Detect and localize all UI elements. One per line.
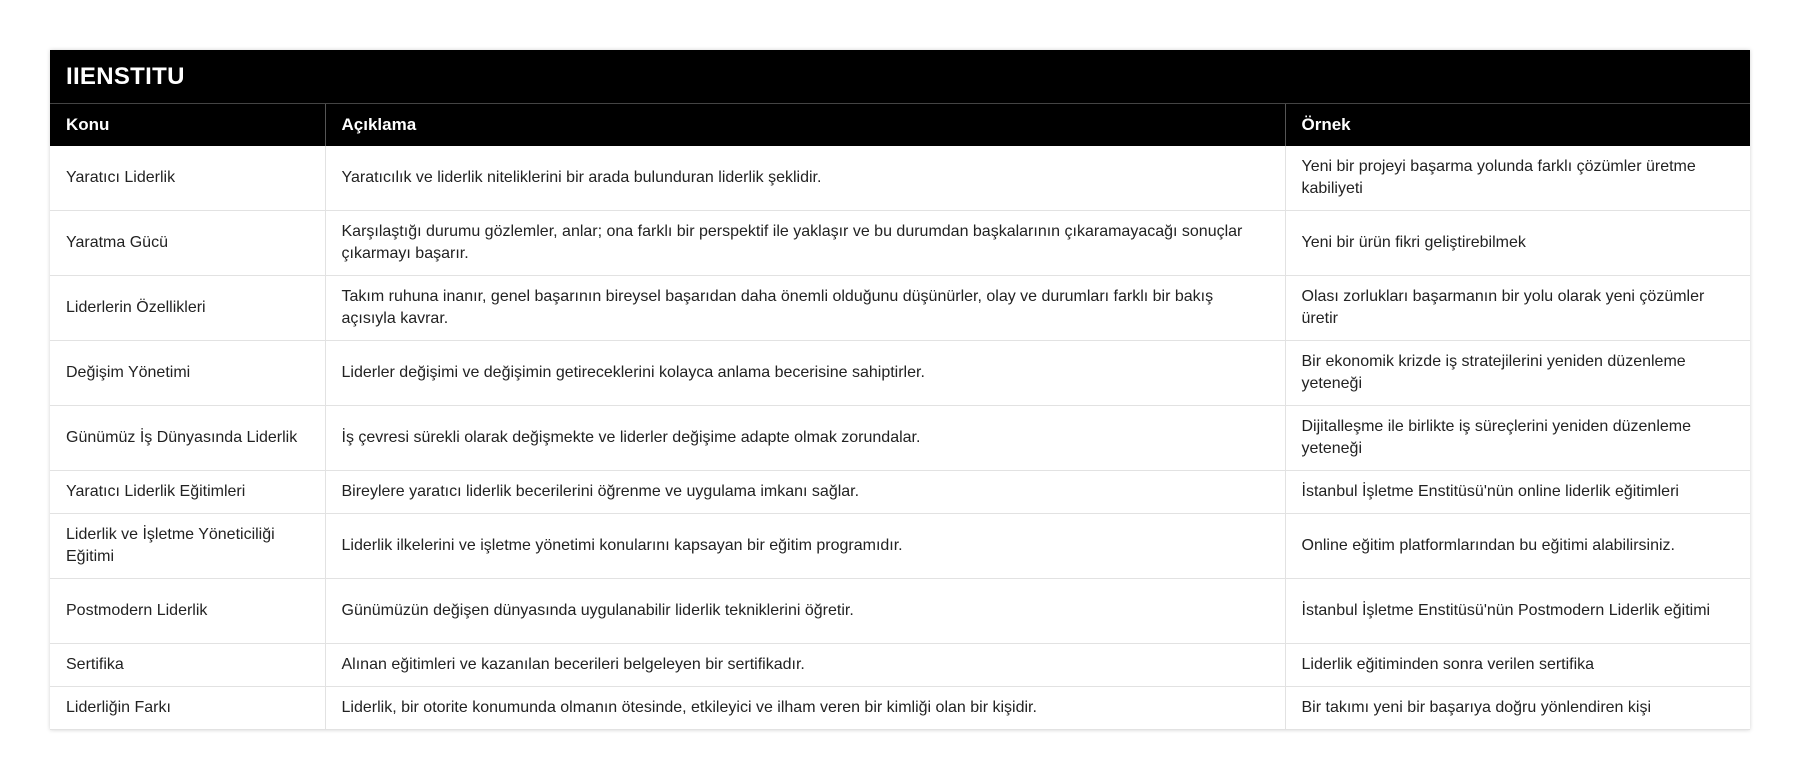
table-header-row: [50, 104, 1750, 147]
cell-example: İstanbul İşletme Enstitüsü'nün online liderlik eğitimleri: [1285, 471, 1750, 514]
column-header-example: Örnek: [1285, 104, 1750, 147]
table-row: [50, 211, 1750, 276]
cell-description: Alınan eğitimleri ve kazanılan becerileri belgeleyen bir sertifikadır.: [325, 644, 1285, 687]
cell-example: Liderlik eğitiminden sonra verilen sertifika: [1285, 644, 1750, 687]
cell-topic: Yaratıcı Liderlik: [50, 146, 325, 211]
column-header-description: Açıklama: [325, 104, 1285, 147]
cell-description: Takım ruhuna inanır, genel başarının bireysel başarıdan daha önemli olduğunu düşünürler, olay ve durumları farklı bir bakış açısıyla kavrar.: [325, 276, 1285, 341]
cell-description: Liderler değişimi ve değişimin getireceklerini kolayca anlama becerisine sahiptirler.: [325, 341, 1285, 406]
leadership-table: [50, 50, 1750, 730]
table-brand-title: IIENSTITU: [50, 50, 1750, 104]
table-row: [50, 146, 1750, 211]
cell-description: Günümüzün değişen dünyasında uygulanabilir liderlik tekniklerini öğretir.: [325, 579, 1285, 644]
table-container: [50, 50, 1750, 730]
cell-description: Liderlik ilkelerini ve işletme yönetimi konularını kapsayan bir eğitim programıdır.: [325, 514, 1285, 579]
cell-example: Bir takımı yeni bir başarıya doğru yönlendiren kişi: [1285, 687, 1750, 730]
cell-example: Yeni bir projeyi başarma yolunda farklı çözümler üretme kabiliyeti: [1285, 146, 1750, 211]
cell-description: Liderlik, bir otorite konumunda olmanın ötesinde, etkileyici ve ilham veren bir kimliği olan bir kişidir.: [325, 687, 1285, 730]
cell-topic: Yaratma Gücü: [50, 211, 325, 276]
cell-example: Bir ekonomik krizde iş stratejilerini yeniden düzenleme yeteneği: [1285, 341, 1750, 406]
cell-topic: Postmodern Liderlik: [50, 579, 325, 644]
cell-description: Bireylere yaratıcı liderlik becerilerini öğrenme ve uygulama imkanı sağlar.: [325, 471, 1285, 514]
cell-topic: Yaratıcı Liderlik Eğitimleri: [50, 471, 325, 514]
cell-example: İstanbul İşletme Enstitüsü'nün Postmodern Liderlik eğitimi: [1285, 579, 1750, 644]
cell-example: Online eğitim platformlarından bu eğitimi alabilirsiniz.: [1285, 514, 1750, 579]
table-row: [50, 687, 1750, 730]
cell-example: Dijitalleşme ile birlikte iş süreçlerini yeniden düzenleme yeteneği: [1285, 406, 1750, 471]
cell-topic: Sertifika: [50, 644, 325, 687]
column-header-topic: Konu: [50, 104, 325, 147]
table-row: [50, 341, 1750, 406]
table-row: [50, 471, 1750, 514]
cell-description: İş çevresi sürekli olarak değişmekte ve liderler değişime adapte olmak zorundalar.: [325, 406, 1285, 471]
cell-topic: Liderliğin Farkı: [50, 687, 325, 730]
table-row: [50, 514, 1750, 579]
table-row: [50, 644, 1750, 687]
cell-example: Yeni bir ürün fikri geliştirebilmek: [1285, 211, 1750, 276]
cell-topic: Değişim Yönetimi: [50, 341, 325, 406]
cell-example: Olası zorlukları başarmanın bir yolu olarak yeni çözümler üretir: [1285, 276, 1750, 341]
cell-topic: Liderlik ve İşletme Yöneticiliği Eğitimi: [50, 514, 325, 579]
table-row: [50, 406, 1750, 471]
cell-topic: Günümüz İş Dünyasında Liderlik: [50, 406, 325, 471]
table-row: [50, 579, 1750, 644]
cell-description: Yaratıcılık ve liderlik niteliklerini bir arada bulunduran liderlik şeklidir.: [325, 146, 1285, 211]
cell-description: Karşılaştığı durumu gözlemler, anlar; ona farklı bir perspektif ile yaklaşır ve bu durumdan başkalarının çıkaramayacağı sonuçlar çıkarmayı başarır.: [325, 211, 1285, 276]
table-row: [50, 276, 1750, 341]
cell-topic: Liderlerin Özellikleri: [50, 276, 325, 341]
